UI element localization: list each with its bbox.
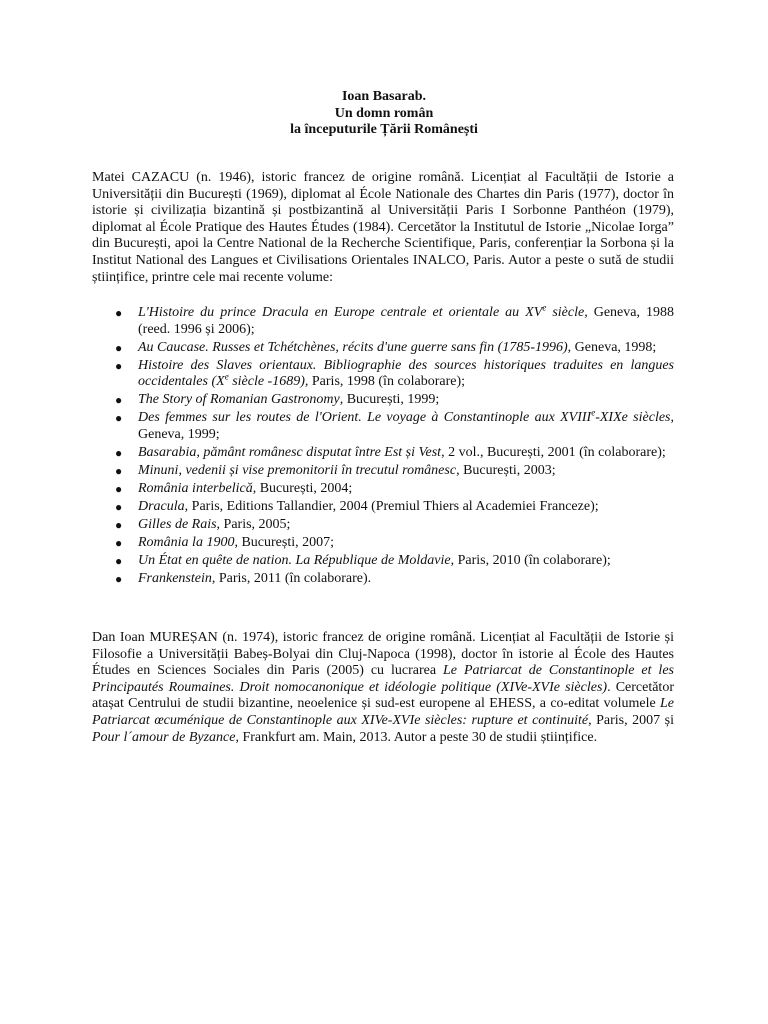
title-line-1: Ioan Basarab. bbox=[341, 89, 427, 104]
bullet-icon: ● bbox=[115, 499, 123, 514]
book-title-text: L'Histoire du prince Dracula en Europe centrale et orientale au XV bbox=[138, 305, 543, 320]
author2-bio-part4: , Frankfurt am. Main, 2013. Autor a peste 30 de studii științifice. bbox=[235, 729, 598, 745]
book-title-end: -XIXe siècles bbox=[595, 410, 671, 426]
book-title-text: Des femmes sur les routes de l'Orient. Le voyage à Constantinople aux XVIII bbox=[138, 410, 592, 426]
book-title-text: Gilles de Rais bbox=[138, 516, 217, 532]
book-list-item bbox=[92, 499, 674, 516]
book-list-item bbox=[92, 445, 674, 462]
author2-work1: Le Patriarcat de Constantinople et les Principautés Roumaines. Droit nomocanonique et idéologie politique (XIVe-XVIe siècles) bbox=[92, 663, 674, 695]
book-title-text: România la 1900 bbox=[138, 534, 235, 550]
author2-bio-part1: Dan Ioan MUREȘAN (n. 1974), istoric francez de origine română. Licențiat al Facultății de Istorie și Filosofie a Universității Babeș-Bolyai din Cluj-Napoca (1998), doctor în istorie al École des Hautes Études en Sciences Sociales din Paris (2005) cu lucrarea bbox=[92, 630, 674, 679]
book-details: , Paris, 2005; bbox=[216, 516, 291, 532]
author2-bio bbox=[92, 630, 674, 746]
book-list bbox=[92, 302, 674, 589]
book-details: Geneva, 1988 (reed. 1996 și 2006); bbox=[138, 305, 674, 337]
book-list-item bbox=[92, 517, 674, 534]
author2-bio-part3: , Paris, 2007 și bbox=[588, 712, 674, 728]
book-title bbox=[138, 340, 568, 355]
bullet-icon: ● bbox=[115, 535, 123, 550]
book-title-superscript: e bbox=[542, 302, 547, 313]
bullet-icon: ● bbox=[115, 393, 123, 408]
book-details: , 2 vol., București, 2001 (în colaborare); bbox=[441, 444, 666, 460]
book-title-text: The Story of Romanian Gastronomy bbox=[138, 392, 340, 408]
book-details: , Geneva, 1999; bbox=[138, 410, 674, 442]
bullet-icon: ● bbox=[115, 445, 123, 460]
bullet-icon: ● bbox=[115, 553, 123, 568]
book-title bbox=[138, 463, 456, 478]
book-details: Paris, 1998 (în colaborare); bbox=[308, 374, 466, 390]
book-title bbox=[138, 535, 234, 550]
book-title-end: siècle -1689), bbox=[228, 374, 309, 390]
book-title-superscript: e bbox=[591, 407, 596, 418]
bullet-icon: ● bbox=[115, 463, 123, 478]
bullet-icon: ● bbox=[115, 571, 123, 586]
book-list-item bbox=[92, 571, 674, 588]
author1-bio: Matei CAZACU (n. 1946), istoric francez de origine română. Licențiat al Facultății de Istorie a Universității din București (1969), diplomat al École Nationale des Chartes din Paris (1977), doctor în istorie și civilizația bizantină și postbizantină al Universității Paris I Sorbonne Panthéon (1979), diplomat al École Pratique des Hautes Études (1984). Cercetător la Institutul de Istorie „Nicolae Iorga” din București, apoi la Centre National de la Recherche Scientifique, Paris, conferențiar la Sorbona și la Institut National des Langues et Civilisations Orientales INALCO, Paris. Autor a peste o sută de studii științifice, printre cele mai recente volume: bbox=[92, 170, 674, 285]
book-list-item bbox=[92, 358, 674, 391]
book-title bbox=[138, 517, 217, 532]
book-details: , Geneva, 1998; bbox=[567, 339, 657, 355]
book-title bbox=[138, 499, 185, 514]
bullet-icon: ● bbox=[115, 411, 123, 426]
title-line-2: Un domn român bbox=[334, 105, 434, 121]
book-title-superscript: e bbox=[224, 371, 229, 382]
book-title bbox=[138, 571, 212, 586]
bullet-icon: ● bbox=[115, 517, 123, 532]
author2-bio-part2: . Cercetător atașat Centrului de studii bizantine, neoelenice și sud-est europene al EHESS, a co-editat volumele bbox=[92, 679, 674, 712]
book-title-text: Histoire des Slaves orientaux. Bibliographie des sources historiques traduites en langues occidentales (X bbox=[138, 357, 674, 390]
book-details: , București, 2007; bbox=[234, 534, 334, 550]
book-list-item bbox=[92, 392, 674, 409]
book-details: , București, 2004; bbox=[252, 480, 353, 496]
book-details: , București, 1999; bbox=[339, 392, 440, 408]
book-list-item bbox=[92, 407, 674, 443]
book-list-item bbox=[92, 302, 674, 338]
book-list-item bbox=[92, 535, 674, 552]
book-title-end: siècle, bbox=[546, 305, 588, 320]
book-list-item bbox=[92, 340, 674, 357]
book-title bbox=[138, 302, 588, 320]
author2-work2: Le Patriarcat œcuménique de Constantinople aux XIVe-XVIe siècles: rupture et continuité bbox=[92, 696, 674, 728]
book-details: , Paris, 2010 (în colaborare); bbox=[450, 552, 611, 568]
book-title-text: România interbelică bbox=[138, 480, 253, 496]
book-details: , București, 2003; bbox=[456, 462, 556, 478]
book-title-text: Au Caucase. Russes et Tchétchènes, récits d'une guerre sans fin (1785-1996) bbox=[138, 339, 568, 355]
book-title-text: Basarabia, pământ românesc disputat între Est și Vest bbox=[138, 444, 442, 460]
book-title bbox=[138, 445, 441, 460]
book-title-text: Frankenstein bbox=[138, 570, 212, 586]
book-details: , Paris, Editions Tallandier, 2004 (Premiul Thiers al Academiei Franceze); bbox=[184, 498, 599, 514]
book-list-item bbox=[92, 481, 674, 498]
book-title-text: Dracula bbox=[138, 498, 185, 514]
book-title bbox=[138, 407, 671, 426]
bullet-icon: ● bbox=[115, 358, 123, 373]
book-list-item bbox=[92, 463, 674, 480]
book-title-text: Un État en quête de nation. La République de Moldavie bbox=[138, 552, 451, 568]
book-title bbox=[138, 553, 451, 568]
bullet-icon: ● bbox=[115, 481, 123, 496]
bullet-icon: ● bbox=[115, 340, 123, 355]
author2-work3: Pour l´amour de Byzance bbox=[92, 729, 236, 745]
book-title-text: Minuni, vedenii și vise premonitorii în trecutul românesc bbox=[138, 462, 457, 478]
book-list-item bbox=[92, 553, 674, 570]
book-details: , Paris, 2011 (în colaborare). bbox=[211, 570, 372, 586]
bullet-icon: ● bbox=[115, 306, 123, 320]
book-title bbox=[138, 392, 340, 407]
book-title bbox=[138, 481, 253, 496]
document-title bbox=[0, 89, 768, 139]
title-line-3: la începuturile Țării Românești bbox=[290, 122, 478, 137]
